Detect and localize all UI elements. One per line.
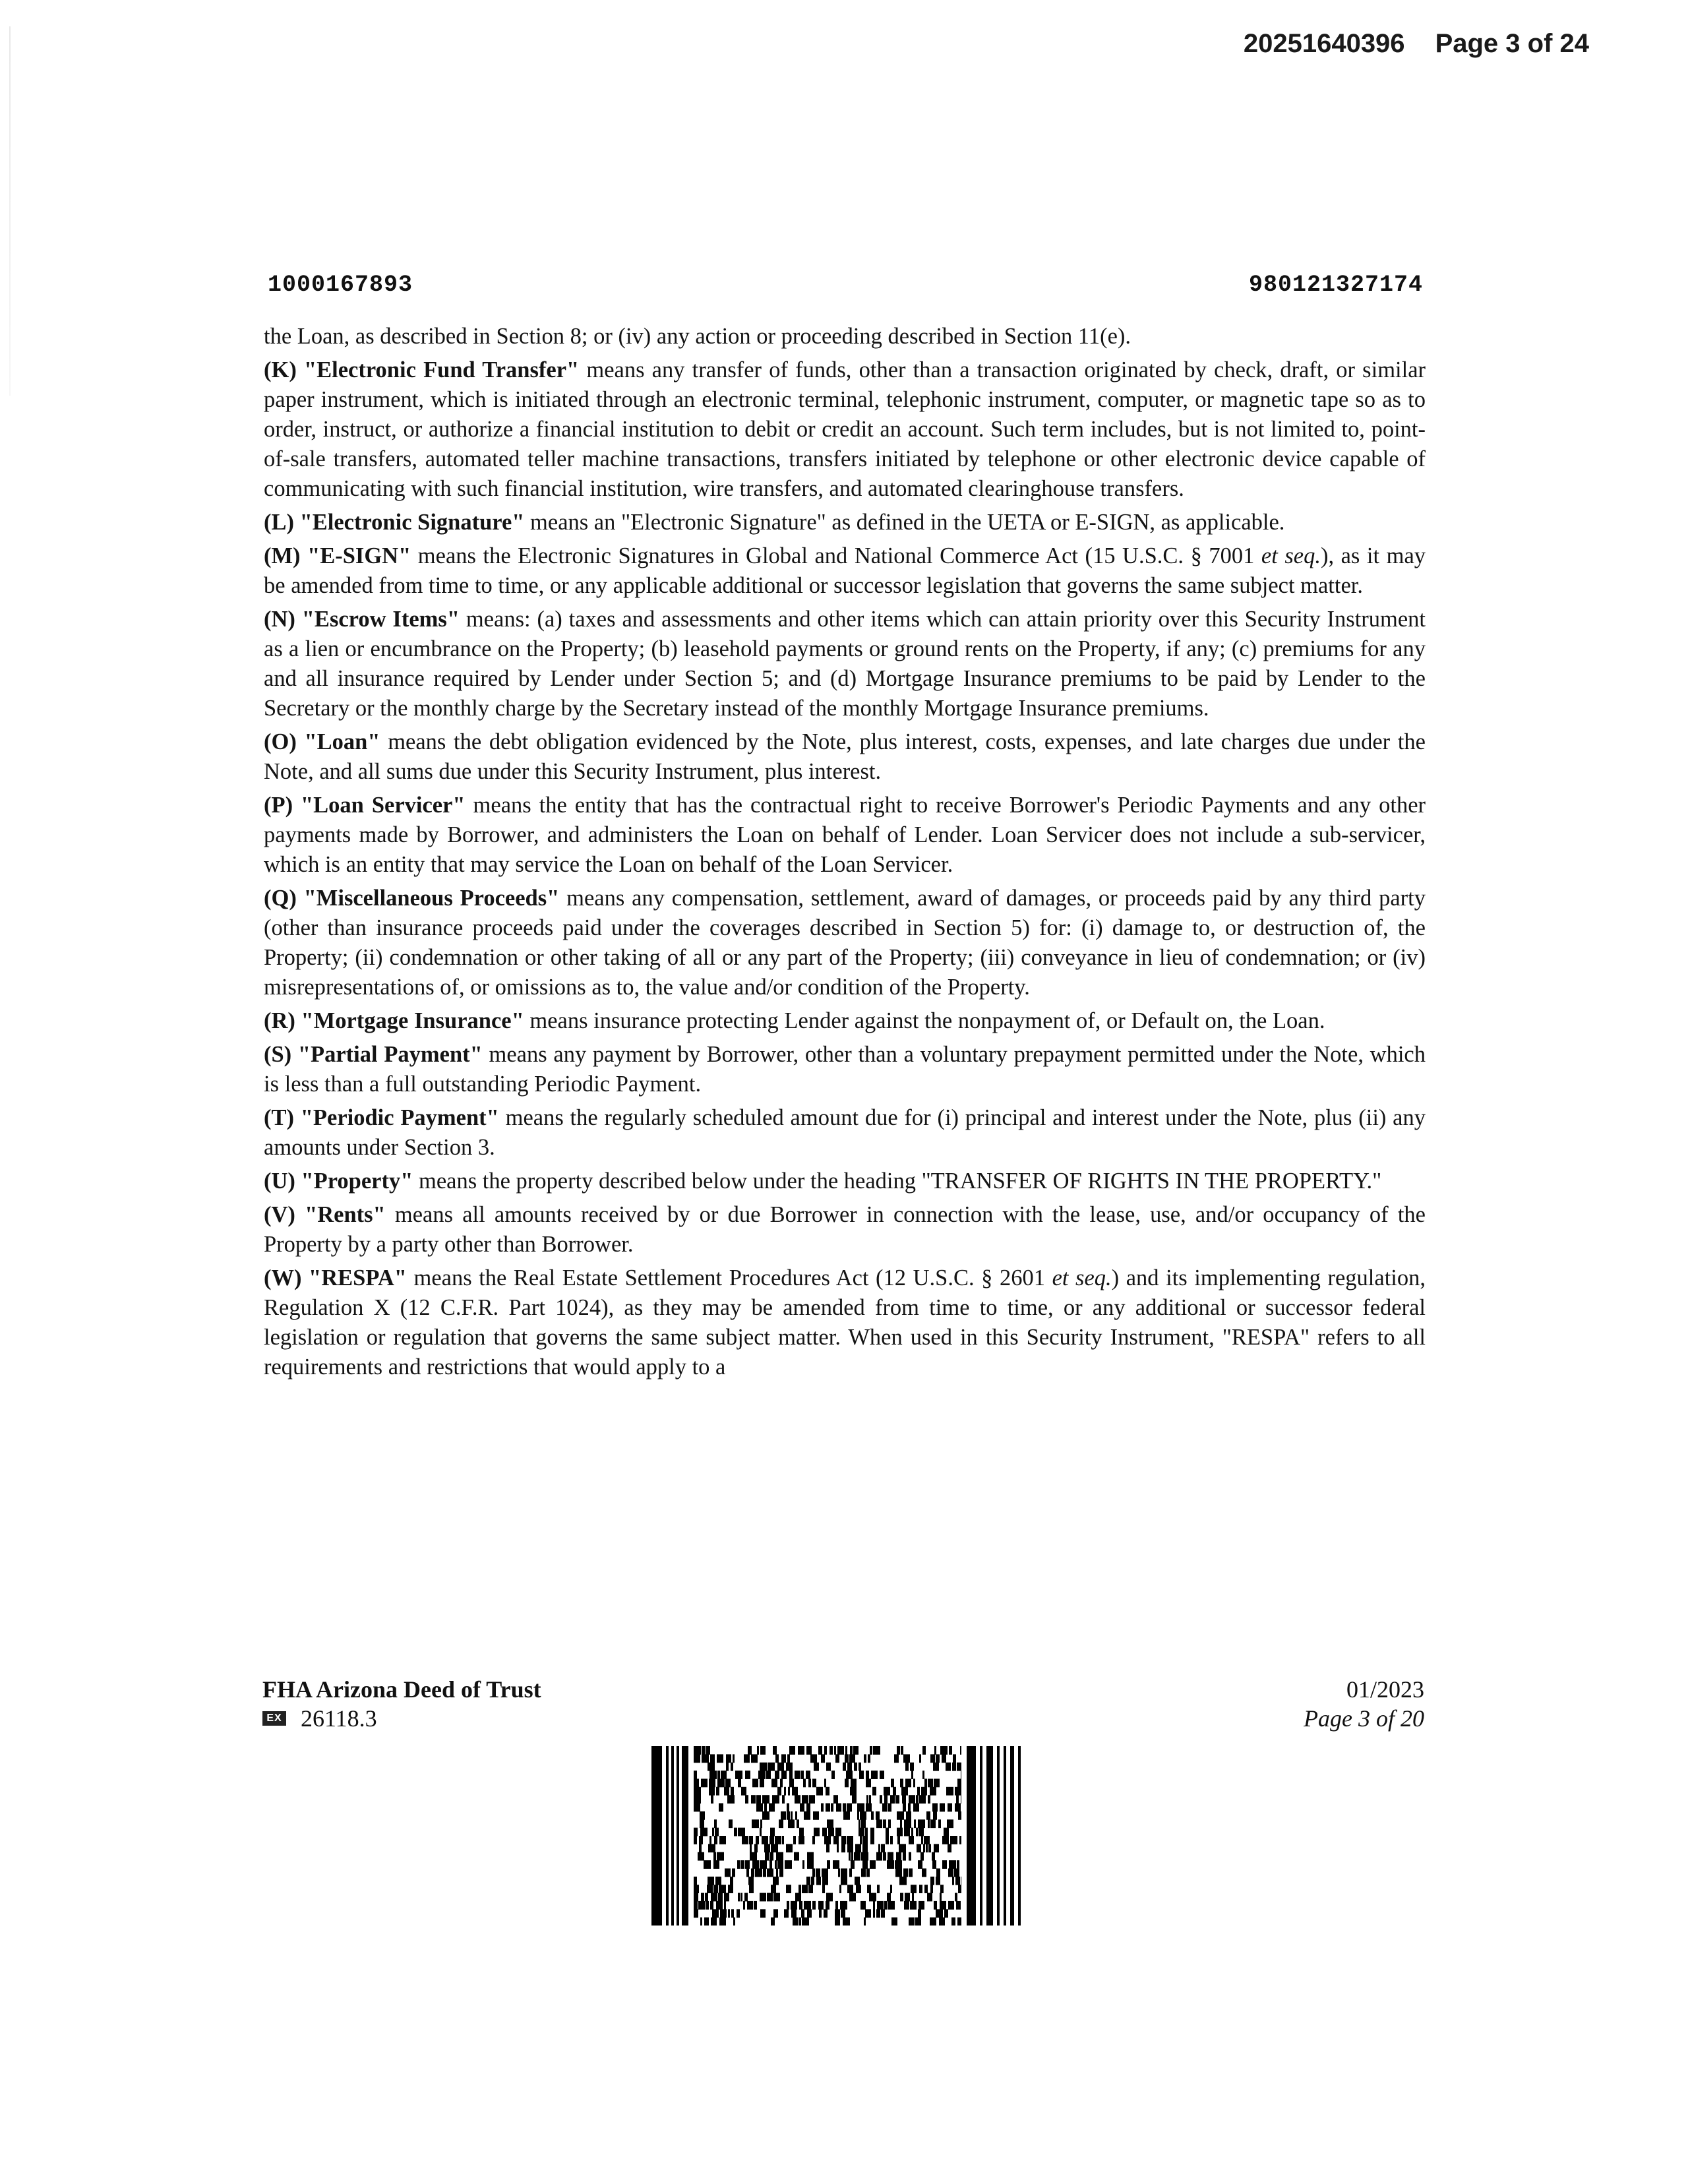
definition-term: (M) "E-SIGN" xyxy=(264,543,411,568)
definitions-body xyxy=(264,322,1426,1386)
definition-w xyxy=(264,1263,1426,1382)
definition-text-cont: ), as it may be amended from time to time, or any applicable additional or successor legislation that governs the same subject matter. xyxy=(264,543,1426,598)
definition-text: means the entity that has the contractual right to receive Borrower's Periodic Payments and any other payments made by Borrower, and administers the Loan on behalf of Lender. Loan Servicer does not include a sub-servicer, which is an entity that may service the Loan on behalf of the Loan Servicer. xyxy=(264,793,1426,877)
definition-text: means any payment by Borrower, other than a voluntary prepayment permitted under the Note, which is less than a full outstanding Periodic Payment. xyxy=(264,1042,1426,1097)
definition-text: means the property described below under the heading "TRANSFER OF RIGHTS IN THE PROPERTY." xyxy=(413,1168,1382,1194)
definition-text: means: (a) taxes and assessments and other items which can attain priority over this Security Instrument as a lien or encumbrance on the Property; (b) leasehold payments or ground rents on the Property, if any; (c) premiums for any and all insurance required by Lender under Section 5; and (d) Mortgage Insurance premiums to be paid by Lender to the Secretary or the monthly charge by the Secretary instead of the monthly Mortgage Insurance premiums. xyxy=(264,607,1426,721)
loan-id-row xyxy=(268,272,1423,298)
definition-text: means all amounts received by or due Borrower in connection with the lease, use, and/or occupancy of the Property by a party other than Borrower. xyxy=(264,1202,1426,1257)
scan-edge-shadow xyxy=(9,26,11,396)
pdf417-barcode-icon xyxy=(651,1746,1027,1926)
definition-text: means any transfer of funds, other than a transaction originated by check, draft, or similar paper instrument, which is initiated through an electronic terminal, telephonic instrument, computer, or magnetic tape so as to order, instruct, or authorize a financial institution to debit or credit an account. Such term includes, but is not limited to, point-of-sale transfers, automated teller machine transactions, transfers initiated by telephone or other electronic device capable of communicating with such financial institution, wire transfers, and automated clearinghouse transfers. xyxy=(264,357,1426,501)
definition-text: means the Real Estate Settlement Procedures Act (12 U.S.C. § 2601 xyxy=(406,1265,1052,1290)
definition-term: (L) "Electronic Signature" xyxy=(264,510,525,535)
definition-term: (U) "Property" xyxy=(264,1168,413,1194)
definition-s xyxy=(264,1040,1426,1099)
recording-number: 20251640396 xyxy=(1243,29,1405,58)
form-number: 26118.3 xyxy=(301,1705,377,1732)
definition-p xyxy=(264,791,1426,880)
recording-header xyxy=(1244,29,1589,59)
definition-n xyxy=(264,605,1426,723)
definition-term: (K) "Electronic Fund Transfer" xyxy=(264,357,580,382)
definition-text: means an "Electronic Signature" as defined in the UETA or E-SIGN, as applicable. xyxy=(524,510,1285,535)
ellie-mae-logo-icon: EX xyxy=(262,1711,286,1726)
form-footer-right xyxy=(1304,1675,1424,1733)
definition-term: (Q) "Miscellaneous Proceeds" xyxy=(264,886,560,911)
recording-page: Page 3 of 24 xyxy=(1435,29,1589,58)
form-page-number: Page 3 of 20 xyxy=(1304,1705,1424,1732)
definition-o xyxy=(264,727,1426,787)
definition-term: (O) "Loan" xyxy=(264,729,380,754)
definition-text: means insurance protecting Lender against the nonpayment of, or Default on, the Loan. xyxy=(524,1008,1325,1033)
definition-term: (S) "Partial Payment" xyxy=(264,1042,483,1067)
form-code-row xyxy=(262,1704,541,1733)
definition-r xyxy=(264,1006,1426,1036)
form-date: 01/2023 xyxy=(1346,1676,1424,1703)
definition-t xyxy=(264,1103,1426,1163)
definition-k xyxy=(264,355,1426,504)
definition-text: means the Electronic Signatures in Global and National Commerce Act (15 U.S.C. § 7001 xyxy=(411,543,1261,568)
definition-italic: et seq. xyxy=(1052,1265,1112,1290)
definition-text-cont: ) and its implementing regulation, Regulation X (12 C.F.R. Part 1024), as they may be amended from time to time, or any additional or successor federal legislation or regulation that governs the same subject matter. When used in this Security Instrument, "RESPA" refers to all requirements and restrictions that would apply to a xyxy=(264,1265,1426,1380)
definition-term: (V) "Rents" xyxy=(264,1202,386,1227)
definition-term: (P) "Loan Servicer" xyxy=(264,793,466,818)
definition-text: means the debt obligation evidenced by the Note, plus interest, costs, expenses, and late charges due under the Note, and all sums due under this Security Instrument, plus interest. xyxy=(264,729,1426,784)
definition-term: (R) "Mortgage Insurance" xyxy=(264,1008,524,1033)
form-name: FHA Arizona Deed of Trust xyxy=(262,1676,541,1703)
definition-text: means any compensation, settlement, award of damages, or proceeds paid by any third party (other than insurance proceeds paid under the coverages described in Section 5) for: (i) damage to, or destruction of, the Property; (ii) condemnation or other taking of all or any part of the Property; (iii) conveyance in lieu of condemnation; or (iv) misrepresentations of, or omissions as to, the value and/or condition of the Property. xyxy=(264,886,1426,1000)
form-footer-left xyxy=(262,1675,541,1733)
definition-term: (W) "RESPA" xyxy=(264,1265,407,1290)
continuation-paragraph: the Loan, as described in Section 8; or (iv) any action or proceeding described in Section 11(e). xyxy=(264,324,1131,349)
definition-term: (T) "Periodic Payment" xyxy=(264,1105,499,1130)
definition-l xyxy=(264,508,1426,537)
definition-text: means the regularly scheduled amount due for (i) principal and interest under the Note, plus (ii) any amounts under Section 3. xyxy=(264,1105,1426,1160)
definition-v xyxy=(264,1200,1426,1259)
form-footer xyxy=(262,1675,1424,1733)
min-number: 980121327174 xyxy=(1248,272,1423,298)
definition-italic: et seq. xyxy=(1261,543,1321,568)
definition-u xyxy=(264,1167,1426,1196)
definition-q xyxy=(264,884,1426,1002)
definition-term: (N) "Escrow Items" xyxy=(264,607,460,632)
loan-number: 1000167893 xyxy=(268,272,413,298)
definition-m xyxy=(264,541,1426,601)
